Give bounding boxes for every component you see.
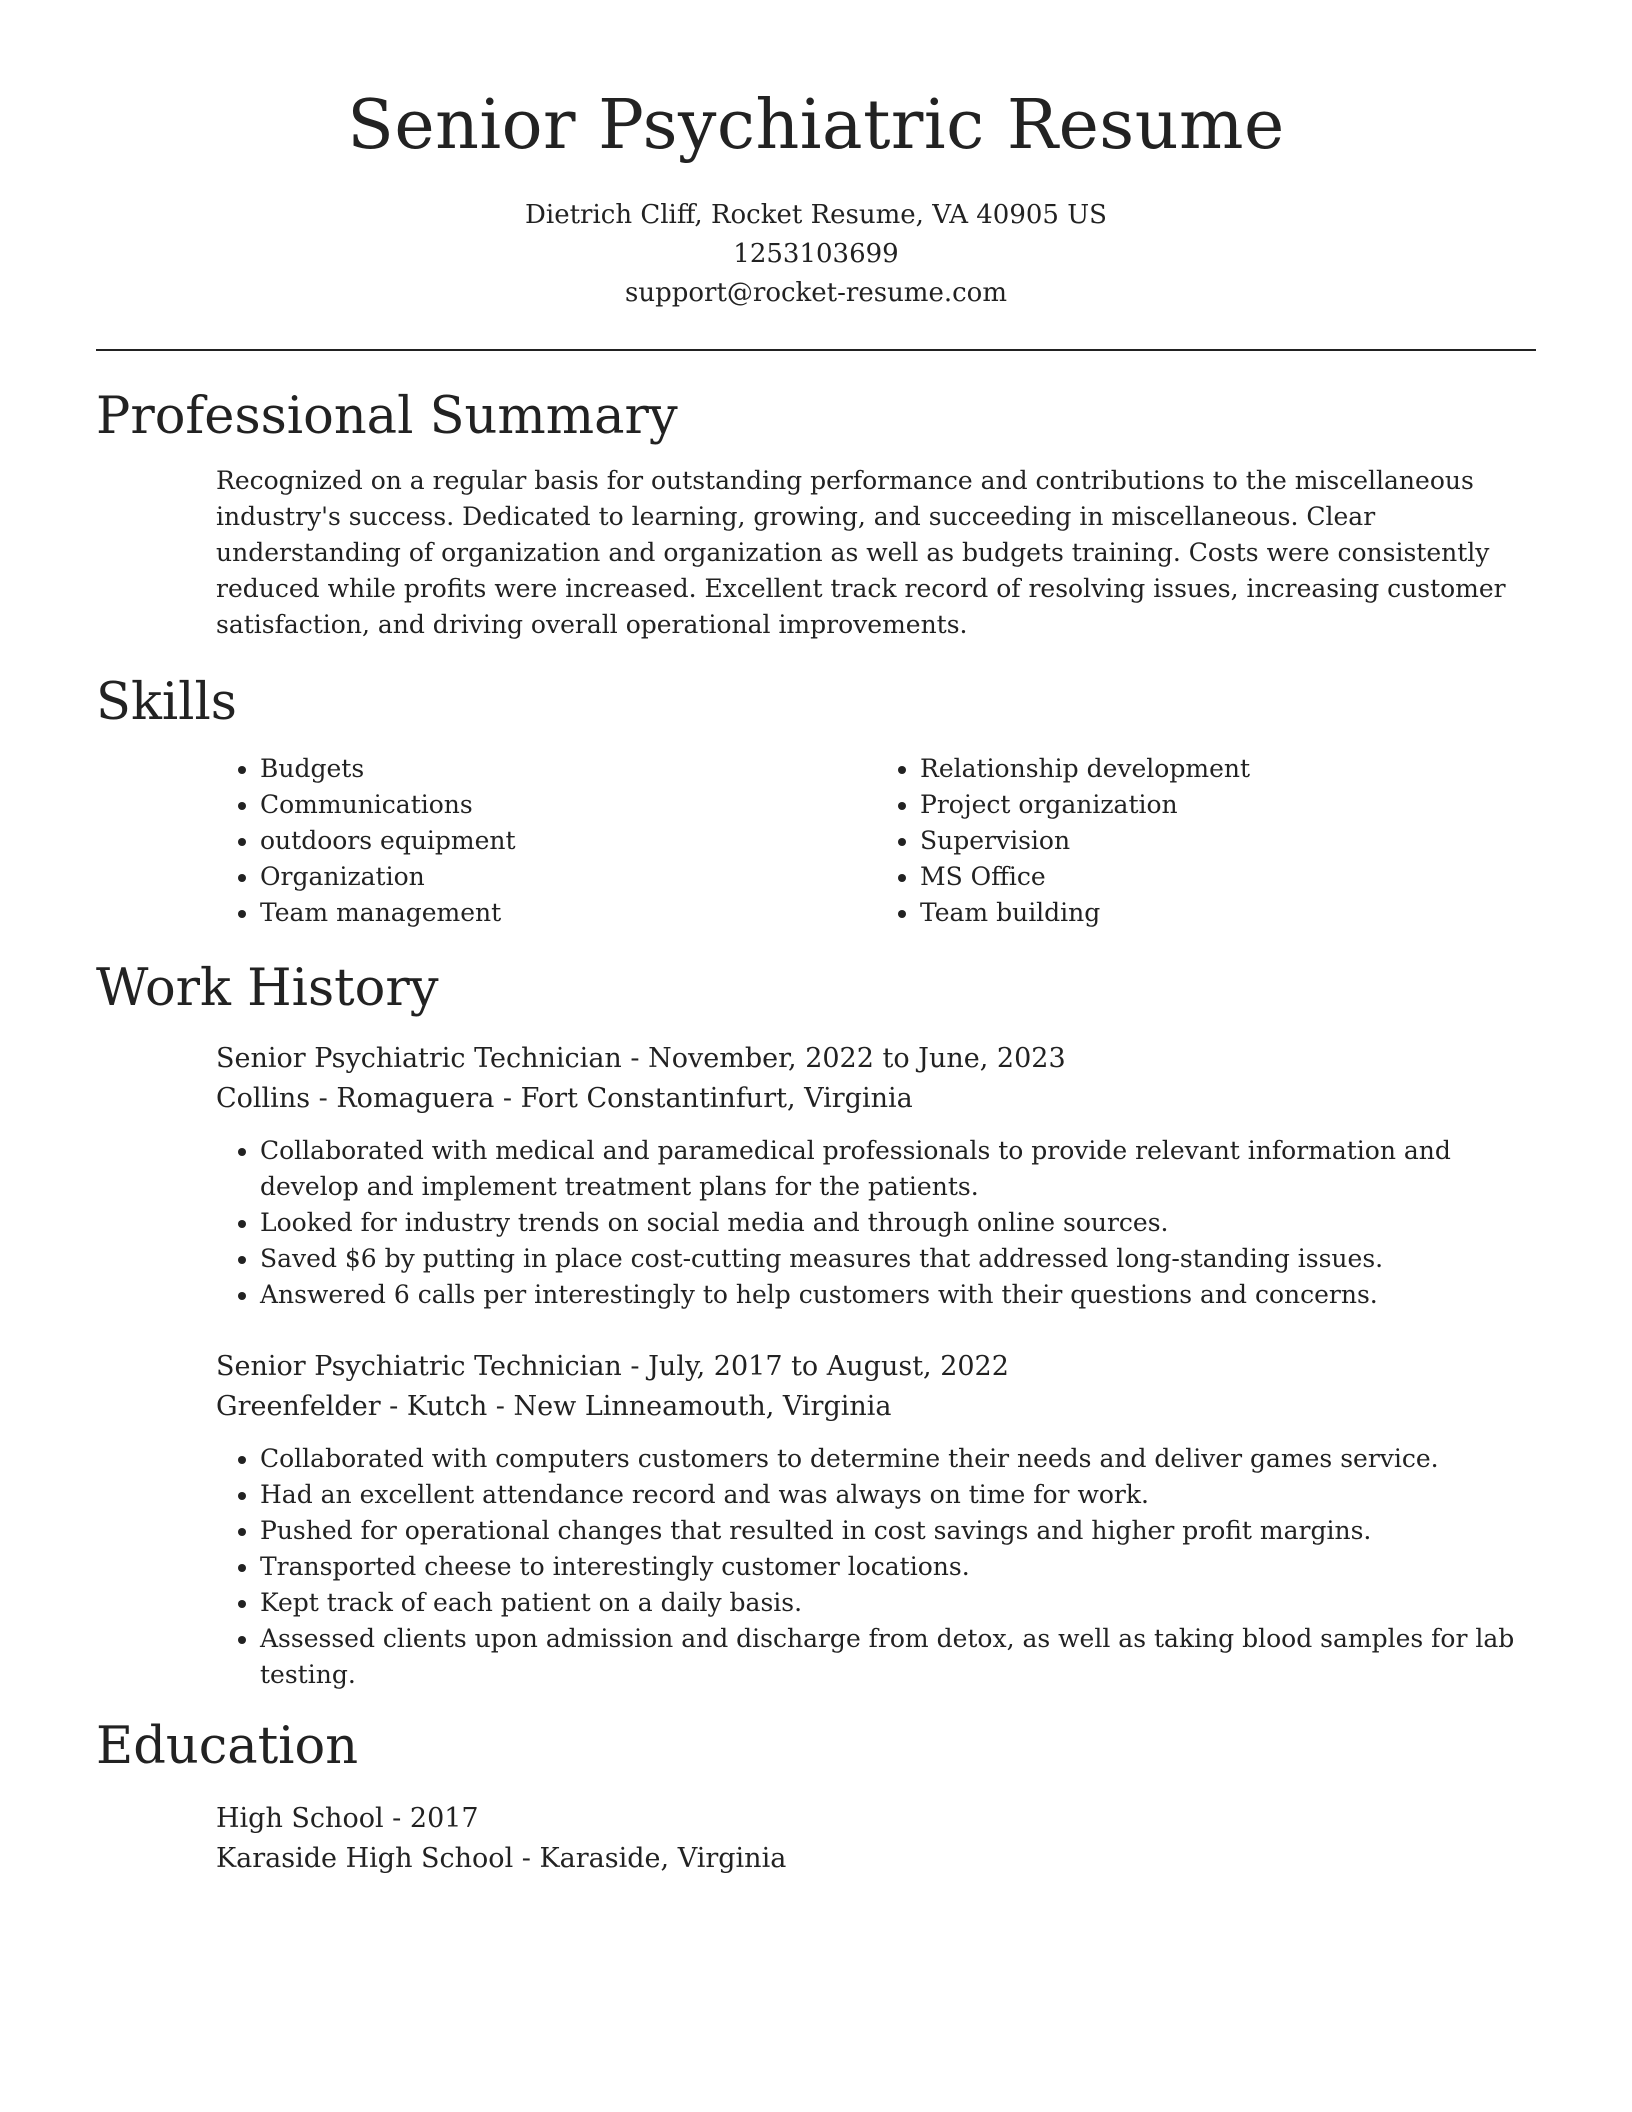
education-section: [96, 1717, 1536, 1879]
contact-block: [96, 196, 1536, 313]
skill-item: • Team management: [260, 895, 876, 931]
job-bullets: [216, 1441, 1536, 1693]
job-separator: -: [621, 1351, 649, 1382]
job-bullet: • Assessed clients upon admission and discharge from detox, as well as taking blood samples for lab testing.: [260, 1621, 1536, 1693]
job-bullet: • Transported cheese to interestingly customer locations.: [260, 1549, 1536, 1585]
skill-item: • Communications: [260, 787, 876, 823]
job-title-line: [216, 1039, 1536, 1079]
skills-grid: [216, 751, 1536, 931]
education-year: 2017: [409, 1803, 479, 1834]
job-separator: -: [487, 1391, 514, 1422]
professional-summary-section: [96, 387, 1536, 643]
section-heading-education: Education: [96, 1717, 359, 1776]
work-history-section: [96, 959, 1536, 1693]
skill-item: • Relationship development: [920, 751, 1536, 787]
section-heading-summary: Professional Summary: [96, 387, 678, 446]
education-school: Karaside High School: [216, 1843, 514, 1874]
education-separator: -: [513, 1843, 540, 1874]
job-dates: November, 2022 to June, 2023: [648, 1043, 1066, 1074]
skills-section: [96, 673, 1536, 931]
job-entry: [216, 1039, 1536, 1313]
job-bullets: [216, 1133, 1536, 1313]
job-bullet: • Answered 6 calls per interestingly to help customers with their questions and concerns.: [260, 1277, 1536, 1313]
job-title-line: [216, 1347, 1536, 1387]
job-separator: -: [621, 1043, 649, 1074]
job-location: New Linneamouth, Virginia: [513, 1391, 892, 1422]
education-location: Karaside, Virginia: [539, 1843, 787, 1874]
skill-item: • Supervision: [920, 823, 1536, 859]
job-entry: [216, 1347, 1536, 1693]
section-heading-work-history: Work History: [96, 959, 439, 1018]
contact-phone: 1253103699: [733, 239, 899, 269]
job-company: Greenfelder - Kutch: [216, 1391, 488, 1422]
job-bullet: • Saved $6 by putting in place cost-cutting measures that addressed long-standing issues.: [260, 1241, 1536, 1277]
job-bullet: • Kept track of each patient on a daily basis.: [260, 1585, 1536, 1621]
contact-email: support@rocket-resume.com: [624, 278, 1007, 308]
job-company: Collins - Romaguera: [216, 1083, 495, 1114]
skills-column-right: [876, 751, 1536, 931]
skills-column-left: [216, 751, 876, 931]
education-degree-line: [216, 1799, 1536, 1839]
job-company-line: [216, 1387, 1536, 1427]
section-heading-skills: Skills: [96, 673, 237, 732]
skill-item: • Project organization: [920, 787, 1536, 823]
header-divider: [96, 349, 1536, 351]
job-bullet: • Looked for industry trends on social media and through online sources.: [260, 1205, 1536, 1241]
education-degree: High School: [216, 1803, 384, 1834]
job-bullet: • Collaborated with medical and paramedical professionals to provide relevant information and develop and implement treatment plans for the patients.: [260, 1133, 1536, 1205]
resume-page: [96, 0, 1536, 1879]
job-title: Senior Psychiatric Technician: [216, 1043, 622, 1074]
skill-item: • outdoors equipment: [260, 823, 876, 859]
job-location: Fort Constantinfurt, Virginia: [520, 1083, 913, 1114]
education-entry: [216, 1799, 1536, 1879]
skill-item: • Organization: [260, 859, 876, 895]
skill-item: • MS Office: [920, 859, 1536, 895]
job-dates: July, 2017 to August, 2022: [648, 1351, 1009, 1382]
job-bullet: • Pushed for operational changes that resulted in cost savings and higher profit margins.: [260, 1513, 1536, 1549]
resume-header: [96, 0, 1536, 313]
job-company-line: [216, 1079, 1536, 1119]
job-bullet: • Collaborated with computers customers to determine their needs and deliver games service.: [260, 1441, 1536, 1477]
job-bullet: • Had an excellent attendance record and was always on time for work.: [260, 1477, 1536, 1513]
skill-item: • Team building: [920, 895, 1536, 931]
skill-item: • Budgets: [260, 751, 876, 787]
education-separator: -: [383, 1803, 410, 1834]
contact-address: Dietrich Cliff, Rocket Resume, VA 40905 US: [525, 200, 1107, 230]
resume-title: Senior Psychiatric Resume: [347, 86, 1285, 165]
education-school-line: [216, 1839, 1536, 1879]
summary-text: Recognized on a regular basis for outstanding performance and contributions to the miscellaneous industry's success. Dedicated to learning, growing, and succeeding in miscellaneous. Clear understanding of organization and organization as well as budgets training. Costs were consistently reduced while profits were increased. Excellent track record of resolving issues, increasing customer satisfaction, and driving overall operational improvements.: [216, 466, 1506, 639]
job-separator: -: [494, 1083, 521, 1114]
job-title: Senior Psychiatric Technician: [216, 1351, 622, 1382]
